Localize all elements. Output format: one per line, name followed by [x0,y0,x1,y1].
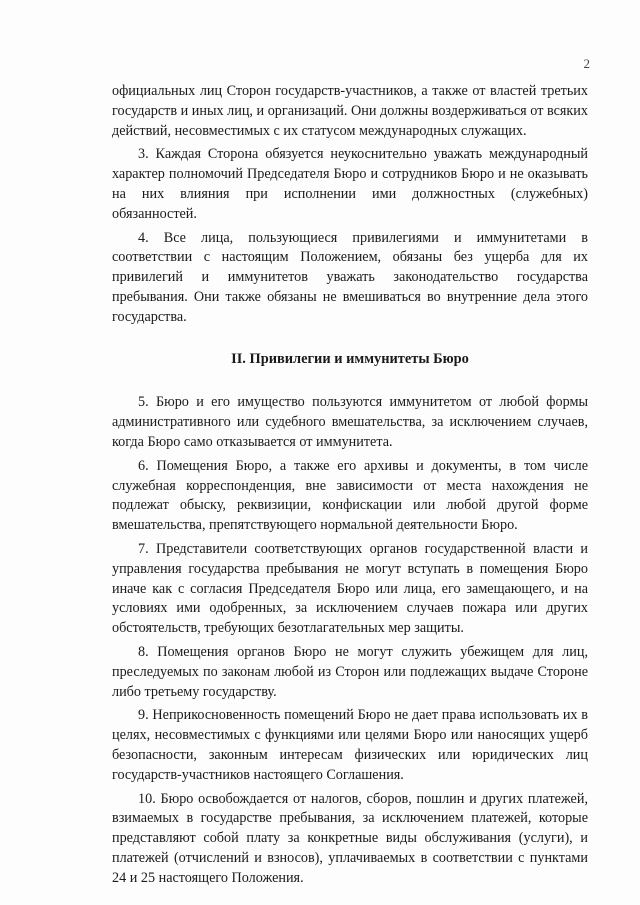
section-heading: II. Привилегии и иммунитеты Бюро [231,350,469,367]
paragraph-6: 6. Помещения Бюро, а также его архивы и документы, в том числе служебная корреспонденция, вне зависимости от места нахождения не подлежат обыску, реквизиции, конфискации или любой другой форме вмешательства, препятствующего нормальной деятельности Бюро. [112,457,588,534]
paragraph-8: 8. Помещения органов Бюро не могут служить убежищем для лиц, преследуемых по законам любой из Сторон или подлежащих выдаче Стороне либо третьему государству. [112,643,588,700]
document-body [112,82,588,892]
paragraph-continuation: официальных лиц Сторон государств-участников, а также от властей третьих государств и иных лиц, и организаций. Они должны воздерживаться от всяких действий, несовместимых с их статусом международных служащих. [112,83,588,139]
paragraph-9: 9. Неприкосновенность помещений Бюро не дает права использовать их в целях, несовместимых с функциями или целями Бюро или наносящих ущерб безопасности, законным интересам физических или юридических лиц государств-участников настоящего Соглашения. [112,707,588,783]
paragraph-5: 5. Бюро и его имущество пользуются иммунитетом от любой формы административного или судебного вмешательства, за исключением случаев, когда Бюро само отказывается от иммунитета. [112,394,588,450]
paragraph-4: 4. Все лица, пользующиеся привилегиями и иммунитетами в соответствии с настоящим Положением, обязаны без ущерба для их привилегий и иммунитетов уважать законодательство государства пребывания. Они также обязаны не вмешиваться во внутренние дела этого государства. [112,229,588,325]
page-number: 2 [583,56,590,71]
paragraph-10: 10. Бюро освобождается от налогов, сборов, пошлин и других платежей, взимаемых в государстве пребывания, за исключением платежей, которые представляют собой плату за конкретные виды обслуживания (услуги), и платежей (отчислений и взносов), уплачиваемых в соответствии с пунктами 24 и 25 настоящего Положения. [112,790,588,886]
paragraph-7: 7. Представители соответствующих органов государственной власти и управления государства пребывания не могут вступать в помещения Бюро иначе как с согласия Председателя Бюро или лица, его замещающего, и на условиях ими одобренных, за исключением случаев пожара или других обстоятельств, требующих безотлагательных мер защиты. [112,540,588,637]
paragraph-3: 3. Каждая Сторона обязуется неукоснительно уважать международный характер полномочий Председателя Бюро и сотрудников Бюро и не оказывать на них влияния при исполнении ими должностных (служебных) обязанностей. [112,146,588,222]
